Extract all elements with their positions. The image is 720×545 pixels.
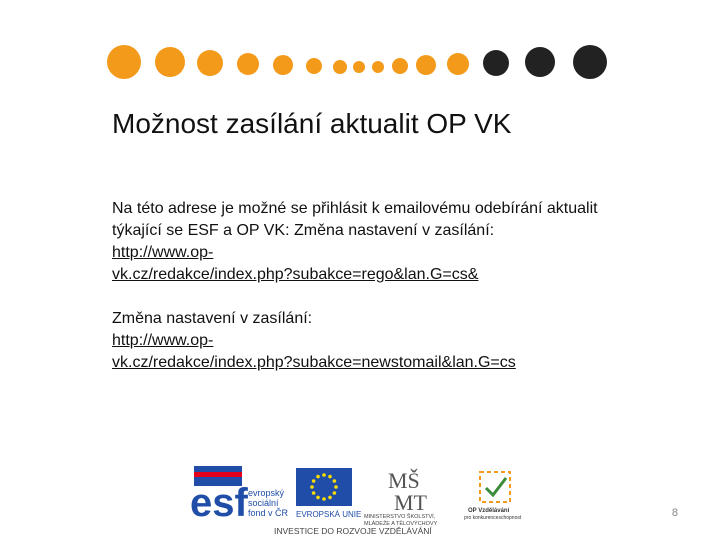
decorative-dot <box>197 50 223 76</box>
decorative-dot <box>107 45 141 79</box>
investice-tagline: INVESTICE DO ROZVOJE VZDĚLÁVÁNÍ <box>274 526 432 536</box>
esf-text-3: fond v ČR <box>248 508 289 518</box>
slide-title: Možnost zasílání aktualit OP VK <box>112 108 512 139</box>
eu-star-icon <box>333 491 337 495</box>
newstomail-link-line-1: http://www.op- <box>112 332 214 349</box>
decorative-dot <box>333 60 347 74</box>
change-settings-paragraph: Změna nastavení v zasílání: <box>112 310 313 327</box>
decorative-dot <box>525 47 555 77</box>
logo-strip-graphic <box>188 462 538 540</box>
decorative-dot <box>237 53 259 75</box>
eu-star-icon <box>322 473 326 477</box>
decorative-dot <box>372 61 384 73</box>
eu-star-icon <box>328 475 332 479</box>
newstomail-link-line-2: vk.cz/redakce/index.php?subakce=newstomail&lan.G=cs <box>112 354 516 371</box>
newstomail-link[interactable] <box>112 332 516 371</box>
decorative-dot <box>416 55 436 75</box>
decorative-dot-row <box>0 0 720 100</box>
decorative-dot <box>155 47 185 77</box>
slide-body <box>112 198 632 374</box>
eu-label: EVROPSKÁ UNIE <box>296 510 362 519</box>
eu-flag-logo <box>296 468 361 519</box>
decorative-dot <box>573 45 607 79</box>
msmt-logo <box>364 468 438 527</box>
checkmark-icon <box>486 478 506 495</box>
esf-logo <box>190 466 289 525</box>
decorative-dot <box>447 53 469 75</box>
rego-link-line-2: vk.cz/redakce/index.php?subakce=rego&lan.G=cs& <box>112 266 479 283</box>
decorative-dot <box>483 50 509 76</box>
decorative-dot <box>392 58 408 74</box>
esf-text-1: evropský <box>248 488 285 498</box>
msmt-text-1: MINISTERSTVO ŠKOLSTVÍ, <box>364 514 436 520</box>
logo-strip <box>188 462 538 540</box>
eu-star-icon <box>322 497 326 501</box>
msmt-mark: MŠ <box>388 468 420 493</box>
decorative-dot <box>273 55 293 75</box>
opvk-text-1: OP Vzdělávání <box>468 508 510 514</box>
intro-paragraph: Na této adrese je možné se přihlásit k emailovému odebírání aktualit týkající se ESF a OP VK: Změna nastavení v zasílání: <box>112 200 598 239</box>
decorative-dot <box>306 58 322 74</box>
esf-big-text: esf <box>190 481 248 525</box>
opvk-text-2: pro konkurenceschopnost <box>464 515 522 521</box>
msmt-text-2: MLÁDEŽE A TĚLOVÝCHOVY <box>364 521 438 527</box>
eu-star-icon <box>316 475 320 479</box>
rego-link-line-1: http://www.op- <box>112 244 214 261</box>
esf-text-2: sociální <box>248 498 279 508</box>
eu-star-icon <box>333 479 337 483</box>
eu-star-icon <box>310 485 314 489</box>
opvk-logo <box>464 472 522 521</box>
eu-star-icon <box>312 491 316 495</box>
msmt-mark-2: MT <box>394 490 427 515</box>
eu-star-icon <box>312 479 316 483</box>
page-number: 8 <box>671 507 678 519</box>
rego-link[interactable] <box>112 244 478 283</box>
eu-star-icon <box>334 485 338 489</box>
eu-star-icon <box>316 496 320 500</box>
eu-star-icon <box>328 496 332 500</box>
decorative-dot <box>353 61 365 73</box>
